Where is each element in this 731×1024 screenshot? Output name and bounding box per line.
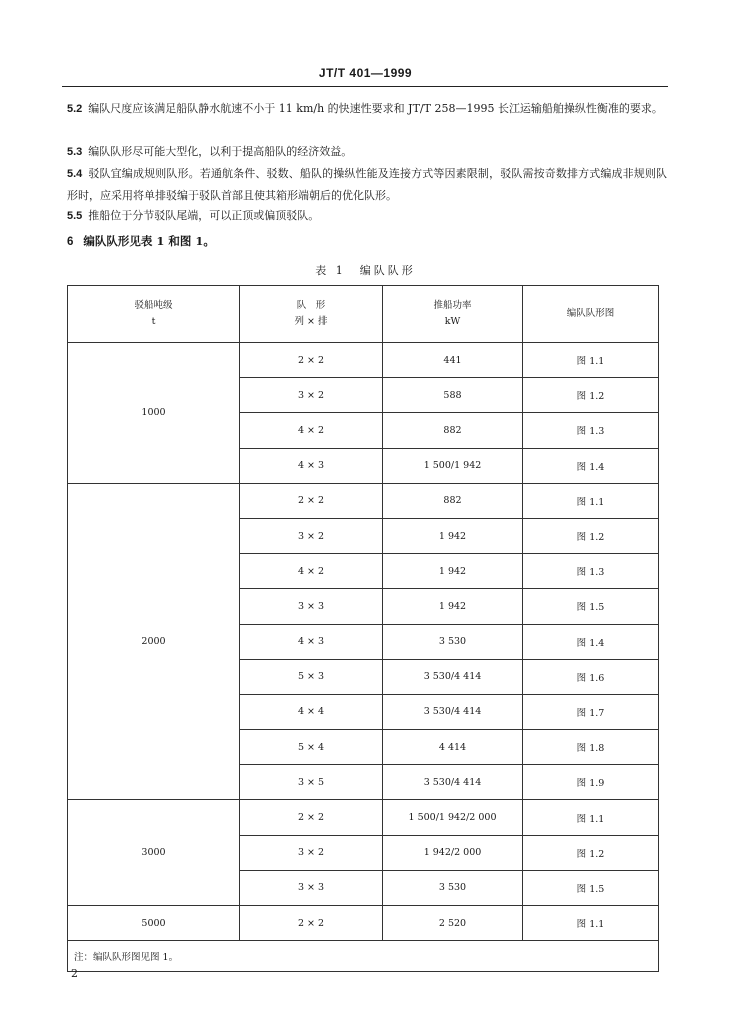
clause-number: 5.4 xyxy=(67,168,83,180)
formation-cell: 2 × 2 xyxy=(240,800,383,835)
header-power xyxy=(383,286,523,343)
formation-cell: 2 × 2 xyxy=(240,906,383,941)
figure-cell: 图 1.9 xyxy=(523,765,659,800)
table-note-row xyxy=(68,941,659,972)
clause-number: 5.3 xyxy=(67,146,83,158)
header-figure: 编队队形图 xyxy=(523,286,659,343)
figure-cell: 图 1.8 xyxy=(523,730,659,765)
section-text: 编队队形见表 1 和图 1。 xyxy=(83,234,215,248)
formation-cell: 3 × 2 xyxy=(240,378,383,413)
formation-cell: 2 × 2 xyxy=(240,343,383,378)
clause-text: 编队队形尽可能大型化，以利于提高船队的经济效益。 xyxy=(88,145,353,158)
header-formation-label: 队 形 xyxy=(296,300,326,311)
clause-text: 推船位于分节驳队尾端，可以正顶或偏顶驳队。 xyxy=(88,209,320,222)
clause-5-4 xyxy=(67,163,667,206)
formation-cell: 4 × 2 xyxy=(240,413,383,448)
figure-cell: 图 1.2 xyxy=(523,518,659,553)
table-row xyxy=(68,483,659,518)
figure-cell: 图 1.3 xyxy=(523,413,659,448)
clause-5-2 xyxy=(67,98,667,120)
power-cell: 3 530/4 414 xyxy=(383,659,523,694)
header-rule xyxy=(62,86,668,87)
power-cell: 882 xyxy=(383,413,523,448)
formation-cell: 4 × 3 xyxy=(240,448,383,483)
formation-cell: 3 × 2 xyxy=(240,835,383,870)
tonnage-cell: 2000 xyxy=(68,483,240,800)
power-cell: 3 530 xyxy=(383,624,523,659)
table-caption: 表 1 编队队形 xyxy=(315,264,416,277)
clause-5-5 xyxy=(67,205,667,227)
section-number: 6 xyxy=(67,236,74,248)
power-cell: 1 500/1 942 xyxy=(383,448,523,483)
formation-cell: 3 × 5 xyxy=(240,765,383,800)
section-6-heading xyxy=(67,233,215,249)
table-body xyxy=(68,343,659,941)
table-row xyxy=(68,906,659,941)
figure-cell: 图 1.4 xyxy=(523,624,659,659)
header-power-unit: kW xyxy=(444,316,461,327)
clause-text: 编队尺度应该满足船队静水航速不小于 11 km/h 的快速性要求和 JT/T 258—1995 长江运输船舶操纵性衡准的要求。 xyxy=(88,102,663,115)
power-cell: 882 xyxy=(383,483,523,518)
formation-cell: 3 × 2 xyxy=(240,518,383,553)
figure-cell: 图 1.2 xyxy=(523,835,659,870)
power-cell: 1 942/2 000 xyxy=(383,835,523,870)
header-tonnage-unit: t xyxy=(151,316,156,327)
power-cell: 4 414 xyxy=(383,730,523,765)
power-cell: 441 xyxy=(383,343,523,378)
clause-number: 5.2 xyxy=(67,103,83,115)
figure-cell: 图 1.4 xyxy=(523,448,659,483)
figure-cell: 图 1.5 xyxy=(523,589,659,624)
table-note: 注：编队队形图见图 1。 xyxy=(68,941,659,972)
power-cell: 1 942 xyxy=(383,554,523,589)
formation-table xyxy=(67,285,659,972)
power-cell: 1 500/1 942/2 000 xyxy=(383,800,523,835)
formation-cell: 4 × 4 xyxy=(240,694,383,729)
header-formation-unit: 列 × 排 xyxy=(294,316,328,327)
formation-cell: 3 × 3 xyxy=(240,589,383,624)
figure-cell: 图 1.6 xyxy=(523,659,659,694)
power-cell: 3 530 xyxy=(383,870,523,905)
power-cell: 1 942 xyxy=(383,589,523,624)
tonnage-cell: 1000 xyxy=(68,343,240,484)
figure-cell: 图 1.1 xyxy=(523,343,659,378)
tonnage-cell: 5000 xyxy=(68,906,240,941)
formation-cell: 4 × 3 xyxy=(240,624,383,659)
formation-cell: 2 × 2 xyxy=(240,483,383,518)
figure-cell: 图 1.3 xyxy=(523,554,659,589)
power-cell: 3 530/4 414 xyxy=(383,694,523,729)
power-cell: 2 520 xyxy=(383,906,523,941)
clause-5-3 xyxy=(67,141,667,163)
figure-cell: 图 1.7 xyxy=(523,694,659,729)
page-number: 2 xyxy=(71,967,78,980)
formation-cell: 5 × 3 xyxy=(240,659,383,694)
power-cell: 1 942 xyxy=(383,518,523,553)
figure-cell: 图 1.1 xyxy=(523,483,659,518)
formation-cell: 4 × 2 xyxy=(240,554,383,589)
clause-text: 驳队宜编成规则队形。若通航条件、驳数、船队的操纵性能及连接方式等因素限制，驳队需按奇数排方式编成非规则队形时，应采用将单排驳编于驳队首部且使其箱形端朝后的优化队形。 xyxy=(67,167,667,202)
header-tonnage xyxy=(68,286,240,343)
power-cell: 3 530/4 414 xyxy=(383,765,523,800)
figure-cell: 图 1.1 xyxy=(523,906,659,941)
power-cell: 588 xyxy=(383,378,523,413)
formation-cell: 3 × 3 xyxy=(240,870,383,905)
header-power-label: 推船功率 xyxy=(433,300,472,311)
figure-cell: 图 1.2 xyxy=(523,378,659,413)
figure-cell: 图 1.1 xyxy=(523,800,659,835)
standard-code: JT/T 401—1999 xyxy=(318,66,413,80)
clause-number: 5.5 xyxy=(67,210,83,222)
tonnage-cell: 3000 xyxy=(68,800,240,906)
table-header-row xyxy=(68,286,659,343)
header-tonnage-label: 驳船吨级 xyxy=(134,300,173,311)
figure-cell: 图 1.5 xyxy=(523,870,659,905)
table-row xyxy=(68,800,659,835)
header-formation xyxy=(240,286,383,343)
table-row xyxy=(68,343,659,378)
formation-cell: 5 × 4 xyxy=(240,730,383,765)
